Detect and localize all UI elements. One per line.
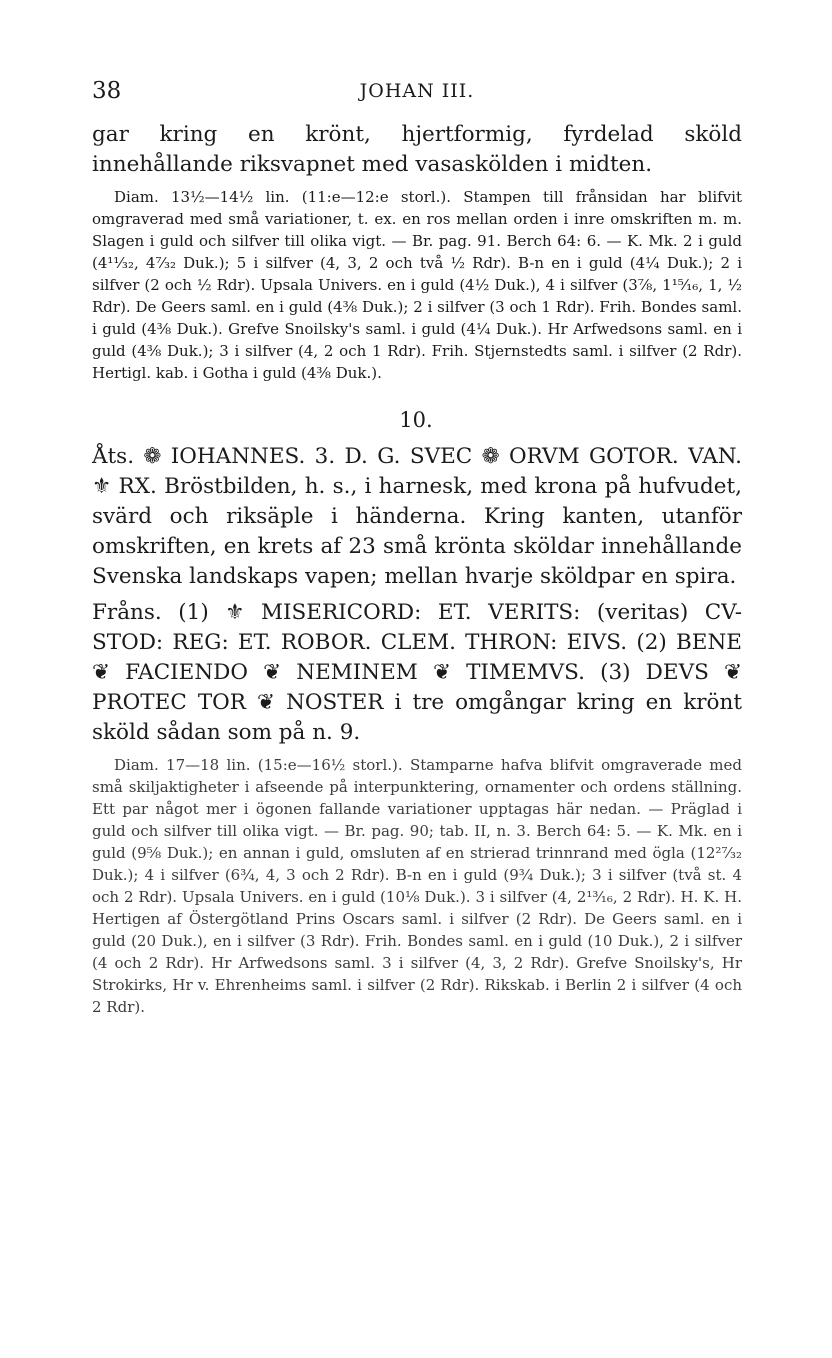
page-header (92, 78, 742, 108)
page-number: 38 (92, 78, 122, 104)
reverse-paragraph: Fråns. (1) ⚜ MISERICORD: ET. VERITS: (veritas) CV-STOD: REG: ET. ROBOR. CLEM. THRON: EIVS. (2) BENE ❦ FACIENDO ❦ NEMINEM ❦ TIMEMVS. (3) DEVS ❦ PROTEC TOR ❦ NOSTER i tre omgångar kring en krönt sköld sådan som på n. 9. (92, 600, 742, 745)
running-head: JOHAN III. (359, 80, 475, 102)
notes-paragraph-1: Diam. 13½—14½ lin. (11:e—12:e storl.). Stampen till frånsidan har blifvit omgraverad med små variationer, t. ex. en ros mellan orden i inre omskriften m. m. Slagen i guld och silfver till olika vigt. — Br. pag. 91. Berch 64: 6. — K. Mk. 2 i guld (4¹¹⁄₃₂, 4⁷⁄₃₂ Duk.); 5 i silfver (4, 3, 2 och två ½ Rdr). B-n en i guld (4¼ Duk.); 2 i silfver (2 och ½ Rdr). Upsala Univers. en i guld (4½ Duk.), 4 i silfver (3⅞, 1¹⁵⁄₁₆, 1, ½ Rdr). De Geers saml. en i guld (4⅜ Duk.); 2 i silfver (3 och 1 Rdr). Frih. Bondes saml. i guld (4⅜ Duk.). Grefve Snoilsky's saml. i guld (4¼ Duk.). Hr Arfwedsons saml. en i guld (4⅜ Duk.); 3 i silfver (4, 2 och 1 Rdr). Frih. Stjernstedts saml. i silfver (2 Rdr). Hertigl. kab. i Gotha i guld (4⅜ Duk.). (92, 188, 742, 382)
section-number: 10. (399, 408, 433, 432)
notes-paragraph-2: Diam. 17—18 lin. (15:e—16½ storl.). Stamparne hafva blifvit omgraverade med små skiljaktigheter i afseende på interpunktering, ornamenter och ordens ställning. Ett par något mer i ögonen fallande variationer upptagas här nedan. — Präglad i guld och silfver till olika vigt. — Br. pag. 90; tab. II, n. 3. Berch 64: 5. — K. Mk. en i guld (9⅝ Duk.); en annan i guld, omsluten af en strierad trinnrand med ögla (12²⁷⁄₃₂ Duk.); 4 i silfver (6¾, 4, 3 och 2 Rdr). B-n en i guld (9¾ Duk.); 3 i silfver (två st. 4 och 2 Rdr). Upsala Univers. en i guld (10⅛ Duk.). 3 i silfver (4, 2¹³⁄₁₆, 2 Rdr). H. K. H. Hertigen af Östergötland Prins Oscars saml. i silfver (2 Rdr). De Geers saml. en i guld (20 Duk.), en i silfver (3 Rdr). Frih. Bondes saml. en i guld (10 Duk.), 2 i silfver (4 och 2 Rdr). Hr Arfwedsons saml. 3 i silfver (4, 3, 2 Rdr). Grefve Snoilsky's, Hr Strokirks, Hr v. Ehrenheims saml. i silfver (2 Rdr). Rikskab. i Berlin 2 i silfver (4 och 2 Rdr). (92, 756, 742, 1016)
intro-paragraph: gar kring en krönt, hjertformig, fyrdelad sköld innehållande riksvapnet med vasaskölden i midten. (92, 122, 742, 177)
obverse-paragraph: Åts. ❁ IOHANNES. 3. D. G. SVEC ❁ ORVM GOTOR. VAN. ⚜ RX. Bröstbilden, h. s., i harnesk, med krona på hufvudet, svärd och riksäple i händerna. Kring kanten, utanför omskriften, en krets af 23 små krönta sköldar innehållande Svenska landskaps vapen; mellan hvarje sköldpar en spira. (92, 444, 742, 589)
